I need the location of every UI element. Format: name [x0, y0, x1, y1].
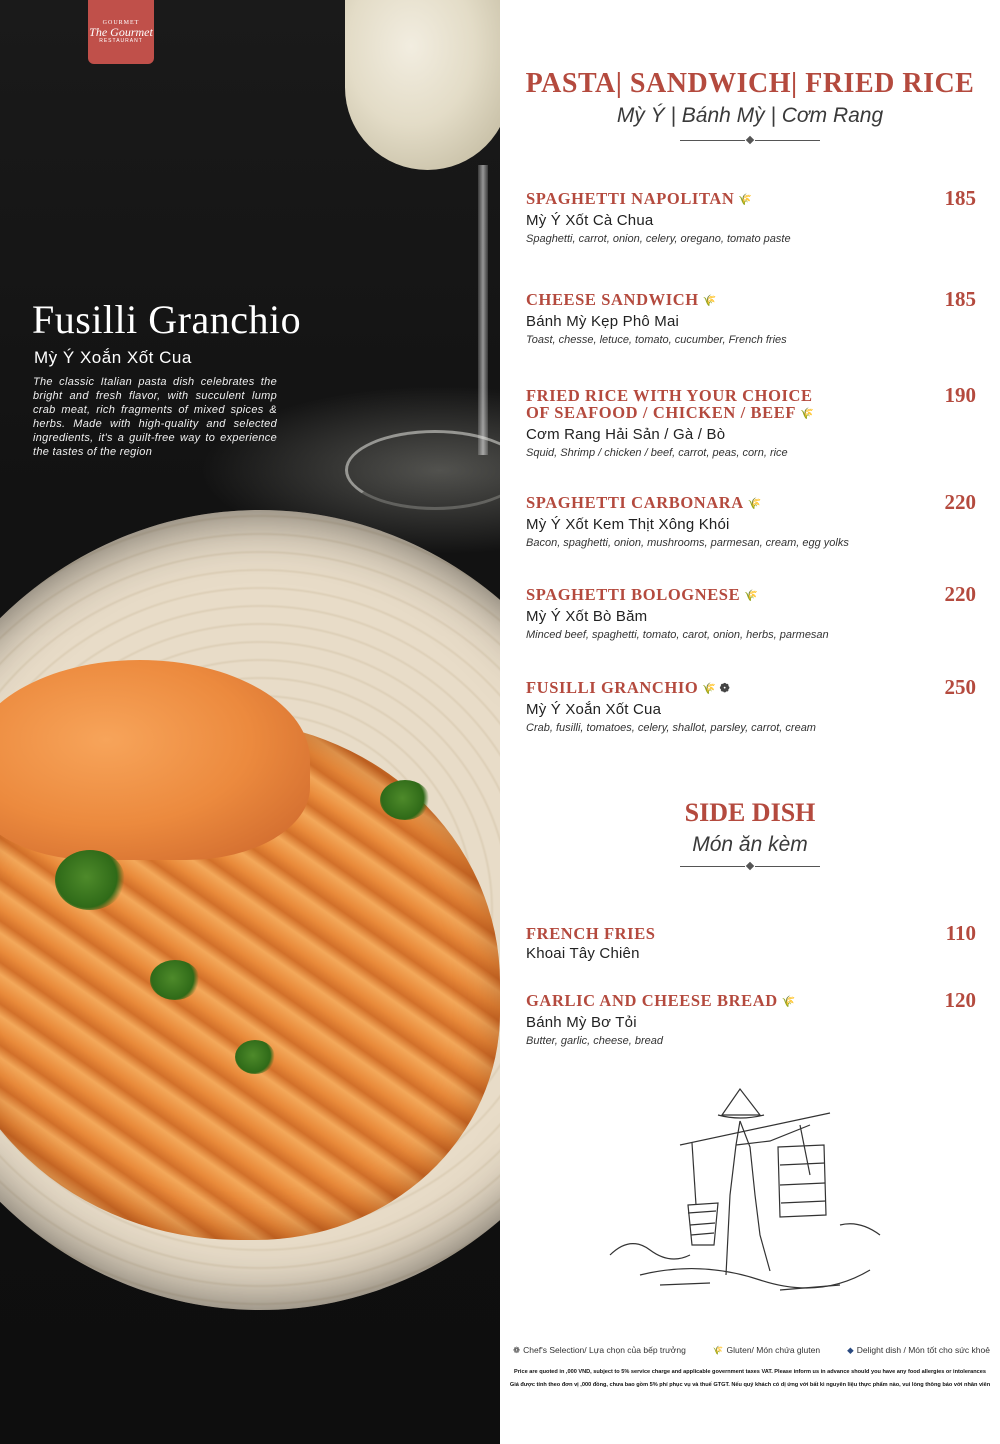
menu-item [526, 921, 976, 962]
wine-glass-stem [478, 165, 488, 455]
logo-bottom-text: RESTAURANT [99, 38, 143, 44]
menu-item-vn-name: Mỳ Ý Xốt Kem Thịt Xông Khói [526, 516, 730, 533]
ornament-divider [680, 862, 820, 870]
leaf-icon: ◆ [847, 1345, 854, 1355]
chef-hat-icon: ❁ [719, 681, 731, 695]
ornament-divider [680, 136, 820, 144]
menu-item-price: 185 [944, 186, 976, 210]
menu-item-name: SPAGHETTI CARBONARA 🌾 [526, 493, 763, 512]
restaurant-logo [88, 0, 154, 64]
menu-item [526, 490, 976, 549]
menu-item-price: 120 [944, 988, 976, 1012]
menu-item-vn-name: Mỳ Ý Xoắn Xốt Cua [526, 701, 662, 718]
menu-item-name: FUSILLI GRANCHIO 🌾 ❁ [526, 678, 731, 697]
gluten-icon: 🌾 [712, 1345, 724, 1355]
menu-item-name: GARLIC AND CHEESE BREAD 🌾 [526, 991, 797, 1010]
menu-item-price: 250 [944, 675, 976, 699]
section-title-side: SIDE DISH [684, 798, 816, 827]
menu-item [526, 582, 976, 641]
menu-item-description: Bacon, spaghetti, onion, mushrooms, parmesan, cream, egg yolks [526, 537, 849, 549]
menu-item-name: CHEESE SANDWICH 🌾 [526, 290, 717, 309]
legend [500, 1345, 1000, 1356]
chef-hat-icon: ❁ [513, 1345, 521, 1355]
logo-main-text: The Gourmet [89, 25, 153, 39]
menu-item-description: Minced beef, spaghetti, tomato, carot, onion, herbs, parmesan [526, 629, 829, 641]
menu-item-vn-name: Bánh Mỳ Bơ Tỏi [526, 1014, 637, 1031]
gluten-icon: 🌾 [781, 996, 797, 1008]
logo-top-text: GOURMET [102, 20, 140, 26]
parsley-garnish [380, 780, 430, 820]
menu-item-name: FRENCH FRIES [526, 924, 656, 943]
footer-note-en: Price are quoted in ,000 VND, subject to 5% service charge and applicable government taxes VAT. Please inform us in advance should you have any food allergies or intolerances [514, 1369, 986, 1375]
wine-glass-foot [345, 430, 500, 510]
gluten-icon: 🌾 [738, 194, 753, 206]
legend-delight: ◆ Delight dish / Món tốt cho sức khoẻ [847, 1345, 990, 1355]
parsley-garnish [235, 1040, 275, 1074]
parsley-garnish [150, 960, 200, 1000]
gluten-icon: 🌾 [747, 498, 763, 510]
menu-item-description: Butter, garlic, cheese, bread [526, 1035, 663, 1047]
menu-item-price: 110 [945, 921, 976, 945]
menu-item [526, 186, 976, 245]
hero-subtitle: Mỳ Ý Xoắn Xốt Cua [34, 348, 192, 367]
legend-chef: ❁ Chef's Selection/ Lựa chọn của bếp trưởng [513, 1345, 686, 1355]
section-subtitle-side: Món ăn kèm [692, 833, 808, 856]
menu-item-price: 185 [944, 287, 976, 311]
gluten-icon: 🌾 [744, 590, 759, 602]
menu-item-vn-name: Khoai Tây Chiên [526, 945, 640, 962]
menu-item [526, 287, 976, 346]
menu-item-description: Squid, Shrimp / chicken / beef, carrot, peas, corn, rice [526, 447, 788, 459]
gluten-icon: 🌾 [702, 295, 717, 307]
wine-glass-image [345, 0, 500, 170]
menu-item-vn-name: Mỳ Ý Xốt Bò Băm [526, 608, 648, 625]
menu-item [526, 675, 976, 734]
menu-item-vn-name: Bánh Mỳ Kẹp Phô Mai [526, 313, 680, 330]
menu-item-name: SPAGHETTI BOLOGNESE 🌾 [526, 585, 759, 604]
menu-item-description: Crab, fusilli, tomatoes, celery, shallot, parsley, carrot, cream [526, 722, 816, 734]
menu-item-description: Toast, chesse, letuce, tomato, cucumber, French fries [526, 334, 787, 346]
menu-item-name: SPAGHETTI NAPOLITAN 🌾 [526, 189, 753, 208]
menu-item [526, 383, 976, 459]
menu-item-vn-name: Cơm Rang Hải Sản / Gà / Bò [526, 426, 726, 443]
parsley-garnish [55, 850, 125, 910]
street-vendor-sketch [600, 1085, 900, 1295]
menu-item-price: 190 [944, 383, 976, 407]
hero-description: The classic Italian pasta dish celebrates the bright and fresh flavor, with succulent lump crab meat, rich fragments of mixed spices & herbs. Made with high-quality and selected ingredients, it's a guilt-free way to experience the tastes of the region [33, 376, 277, 458]
section-title-pasta: PASTA| SANDWICH| FRIED RICE [525, 68, 975, 99]
footer-note-vn: Giá được tính theo đơn vị ,000 đồng, chưa bao gồm 5% phí phục vụ và thuế GTGT. Nếu quý khách có dị ứng với bất kì nguyên liệu thực phẩm nào, vui lòng thông báo với nhân viên [509, 1382, 991, 1388]
gluten-icon: 🌾 [800, 408, 815, 420]
menu-item-price: 220 [944, 582, 976, 606]
menu-item-vn-name: Mỳ Ý Xốt Cà Chua [526, 212, 654, 229]
menu-item [526, 988, 976, 1047]
menu-item-price: 220 [944, 490, 976, 514]
menu-panel [500, 0, 1000, 1444]
menu-item-description: Spaghetti, carrot, onion, celery, oregano, tomato paste [526, 233, 791, 245]
section-subtitle-pasta: Mỳ Ý | Bánh Mỳ | Cơm Rang [616, 104, 884, 127]
legend-gluten: 🌾 Gluten/ Món chứa gluten [712, 1345, 821, 1355]
menu-item-name: FRIED RICE WITH YOUR CHOICE OF SEAFOOD / CHICKEN / BEEF 🌾 [526, 386, 815, 422]
gluten-icon: 🌾 [702, 683, 717, 695]
hero-title: Fusilli Granchio [32, 297, 302, 342]
